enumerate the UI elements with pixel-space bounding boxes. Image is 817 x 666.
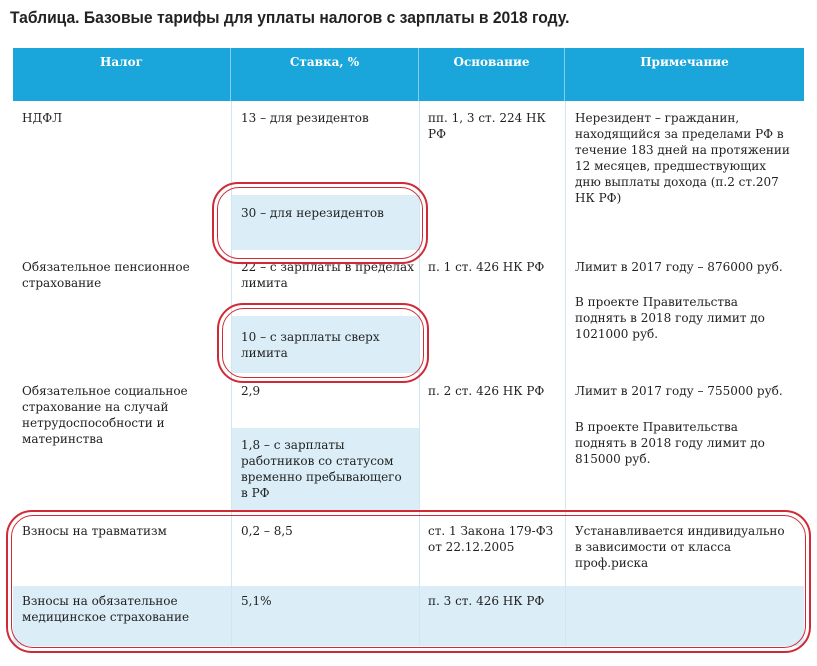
row-injury-basis: ст. 1 Закона 179-ФЗ от 22.12.2005 — [428, 524, 554, 554]
row-pension-basis: п. 1 ст. 426 НК РФ — [428, 260, 545, 274]
header-tax: Налог — [13, 48, 231, 101]
row-social-basis: п. 2 ст. 426 НК РФ — [428, 384, 545, 398]
row-ndfl-note: Нерезидент – гражданин, находящийся за пределами РФ в течение 183 дней на протяжении 12 месяцев, предшествующих дню выплаты дохода (п.2 ст.207 НК РФ) — [575, 111, 790, 205]
row-pension-note-limit: Лимит в 2017 году – 876000 руб. — [575, 260, 783, 274]
header-rate: Ставка, % — [231, 48, 419, 101]
header-basis: Основание — [419, 48, 565, 101]
row-injury-tax: Взносы на травматизм — [22, 524, 167, 538]
row-social-rate-temporary: 1,8 – с зарплаты работников со статусом временно пребывающего в РФ — [241, 438, 402, 500]
table-header — [13, 48, 804, 101]
row-pension-tax: Обязательное пенсионное страхование — [22, 260, 190, 290]
row-social-rate-main: 2,9 — [241, 384, 261, 398]
row-medical-basis: п. 3 ст. 426 НК РФ — [428, 594, 545, 608]
row-medical-rate: 5,1% — [241, 594, 272, 608]
highlight-pension-over-limit — [217, 303, 429, 383]
highlight-injury-medical-rows — [6, 510, 811, 653]
highlight-ndfl-nonresident — [212, 182, 428, 264]
row-pension-note-project: В проекте Правительства поднять в 2018 году лимит до 1021000 руб. — [575, 295, 765, 341]
row-social-note-limit: Лимит в 2017 году – 755000 руб. — [575, 384, 783, 398]
row-social-note-project: В проекте Правительства поднять в 2018 году лимит до 815000 руб. — [575, 420, 765, 466]
row-ndfl-basis: пп. 1, 3 ст. 224 НК РФ — [428, 111, 546, 141]
row-medical-tax: Взносы на обязательное медицинское страхование — [22, 594, 190, 624]
row-ndfl-rate-residents: 13 – для резидентов — [241, 111, 369, 125]
row-pension-rate-limit: 22 – с зарплаты в пределах лимита — [241, 260, 414, 290]
row-ndfl-tax: НДФЛ — [22, 111, 63, 125]
header-note: Примечание — [640, 55, 729, 69]
row-social-tax: Обязательное социальное страхование на случай нетрудоспособности и материнства — [22, 384, 188, 446]
row-pension-rate-over-limit: 10 – с зарплаты сверх лимита — [241, 330, 380, 360]
row-injury-note: Устанавливается индивидуально в зависимости от класса проф.риска — [575, 524, 785, 570]
row-injury-rate: 0,2 – 8,5 — [241, 524, 293, 538]
row-ndfl-rate-nonresidents: 30 – для нерезидентов — [241, 206, 384, 220]
table-title: Таблица. Базовые тарифы для уплаты налогов с зарплаты в 2018 году. — [10, 8, 570, 27]
